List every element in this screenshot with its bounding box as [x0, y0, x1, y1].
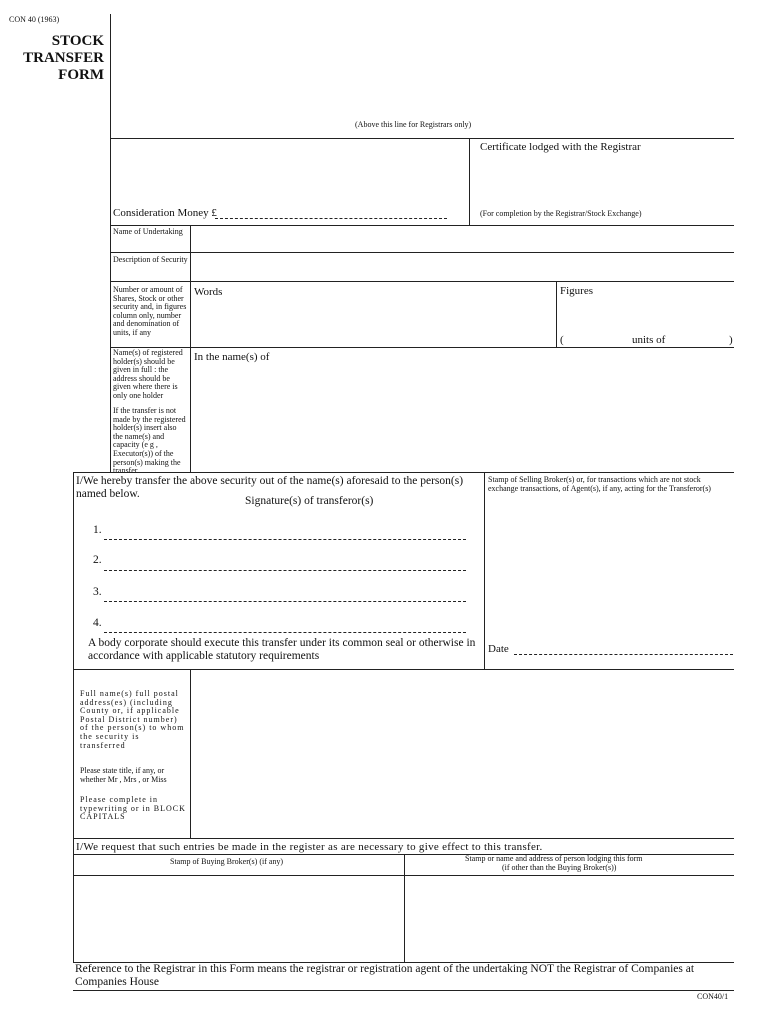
transfer-left-rule — [73, 472, 74, 962]
rule-transferee-top — [73, 669, 734, 670]
stamp-lodging-label: Stamp or name and address of person lodging this form — [465, 854, 643, 863]
rule-stamp-header-bottom — [73, 875, 734, 876]
signature-number-3: 3. — [93, 586, 102, 598]
name-of-undertaking-label: Name of Undertaking — [113, 227, 183, 236]
certificate-lodged-label: Certificate lodged with the Registrar — [480, 141, 641, 153]
title-line-1: STOCK — [51, 33, 104, 49]
form-title — [14, 33, 104, 84]
certificate-divider — [469, 138, 470, 226]
signature-number-4: 4. — [93, 617, 102, 629]
in-name-of-label: In the name(s) of — [194, 351, 270, 363]
units-close-paren: ) — [729, 334, 733, 346]
signature-number-1: 1. — [93, 524, 102, 536]
rule-footer — [73, 990, 734, 991]
stamp-buying-broker-area[interactable] — [75, 877, 402, 960]
stamp-column-divider — [404, 854, 405, 962]
words-field[interactable] — [191, 298, 555, 346]
body-corporate-note: A body corporate should execute this transfer under its common seal or otherwise in accordance with applicable statutory requirements — [88, 637, 476, 662]
transferee-details-field[interactable] — [192, 671, 733, 836]
completion-note: (For completion by the Registrar/Stock Exchange) — [480, 209, 642, 218]
request-statement: I/We request that such entries be made in the register as are necessary to give effect to this transfer. — [76, 841, 543, 853]
figures-field[interactable] — [558, 298, 733, 328]
units-of-label: units of — [632, 334, 666, 346]
name-of-undertaking-field[interactable] — [191, 226, 734, 252]
rule-request-top — [73, 838, 734, 839]
stamp-selling-broker-area[interactable] — [486, 510, 732, 635]
number-amount-label: Number or amount of Shares, Stock or other security and, in figures column only, number and denomination of units, if any — [113, 285, 187, 337]
form-code: CON 40 (1963) — [9, 15, 60, 24]
title-line-3: FORM — [58, 67, 104, 83]
figures-label: Figures — [560, 285, 593, 297]
figures-divider — [556, 281, 557, 347]
signature-line-1[interactable] — [104, 539, 466, 540]
signature-line-4[interactable] — [104, 632, 466, 633]
left-margin-rule — [110, 14, 111, 472]
title-line-2: TRANSFER — [23, 50, 104, 66]
registrar-line — [110, 138, 734, 139]
stamp-lodging-area[interactable] — [406, 877, 733, 960]
transferee-label-divider — [190, 669, 191, 838]
words-label: Words — [194, 286, 223, 298]
signature-line-3[interactable] — [104, 601, 466, 602]
registered-holders-field[interactable] — [191, 364, 734, 470]
signature-number-2: 2. — [93, 554, 102, 566]
block-capitals-label: Please complete in typewriting or in BLOCK CAPITALS — [80, 795, 186, 822]
stamp-buying-broker-label: Stamp of Buying Broker(s) (if any) — [170, 857, 284, 866]
units-open-paren: ( — [560, 334, 564, 346]
registered-holders-label: Name(s) of registered holder(s) should be given in full : the address should be given where there is only one holder — [113, 348, 183, 400]
description-of-security-label: Description of Security — [113, 255, 188, 264]
consideration-money-label: Consideration Money £ — [113, 207, 217, 219]
title-note-label: Please state title, if any, or whether Mr , Mrs , or Miss — [80, 766, 167, 784]
registrar-note: (Above this line for Registrars only) — [355, 120, 472, 129]
transfer-statement: I/We hereby transfer the above security out of the name(s) aforesaid to the person(s) named below. — [76, 475, 464, 500]
signatures-heading: Signature(s) of transferor(s) — [245, 495, 374, 507]
signature-line-2[interactable] — [104, 570, 466, 571]
description-of-security-field[interactable] — [191, 253, 734, 281]
full-names-label: Full name(s) full postal address(es) (including County or, if applicable Postal District number) of the person(s) to whom the security is transferred — [80, 689, 185, 750]
stamp-selling-broker-label: Stamp of Selling Broker(s) or, for transactions which are not stock exchange transactions, of Agent(s), if any, acting for the Transferor(s) — [488, 475, 711, 493]
consideration-money-field[interactable] — [215, 218, 447, 219]
rule-amount-top — [110, 281, 734, 282]
rule-transfer-top — [73, 472, 734, 473]
registrar-reference-note: Reference to the Registrar in this Form means the registrar or registration agent of the undertaking NOT the Registrar of Companies at Companies House — [75, 963, 695, 988]
transfer-not-by-holder-label: If the transfer is not made by the registered holder(s) insert also the name(s) and capacity (e g , Executor(s)) of the person(s) making the transfer — [113, 406, 186, 476]
footer-form-code: CON40/1 — [697, 992, 729, 1001]
date-label: Date — [488, 643, 509, 655]
rule-holders-top — [110, 347, 734, 348]
stamp-lodging-label-2: (if other than the Buying Broker(s)) — [502, 863, 617, 872]
date-field[interactable] — [514, 654, 733, 655]
transfer-stamp-divider — [484, 472, 485, 669]
